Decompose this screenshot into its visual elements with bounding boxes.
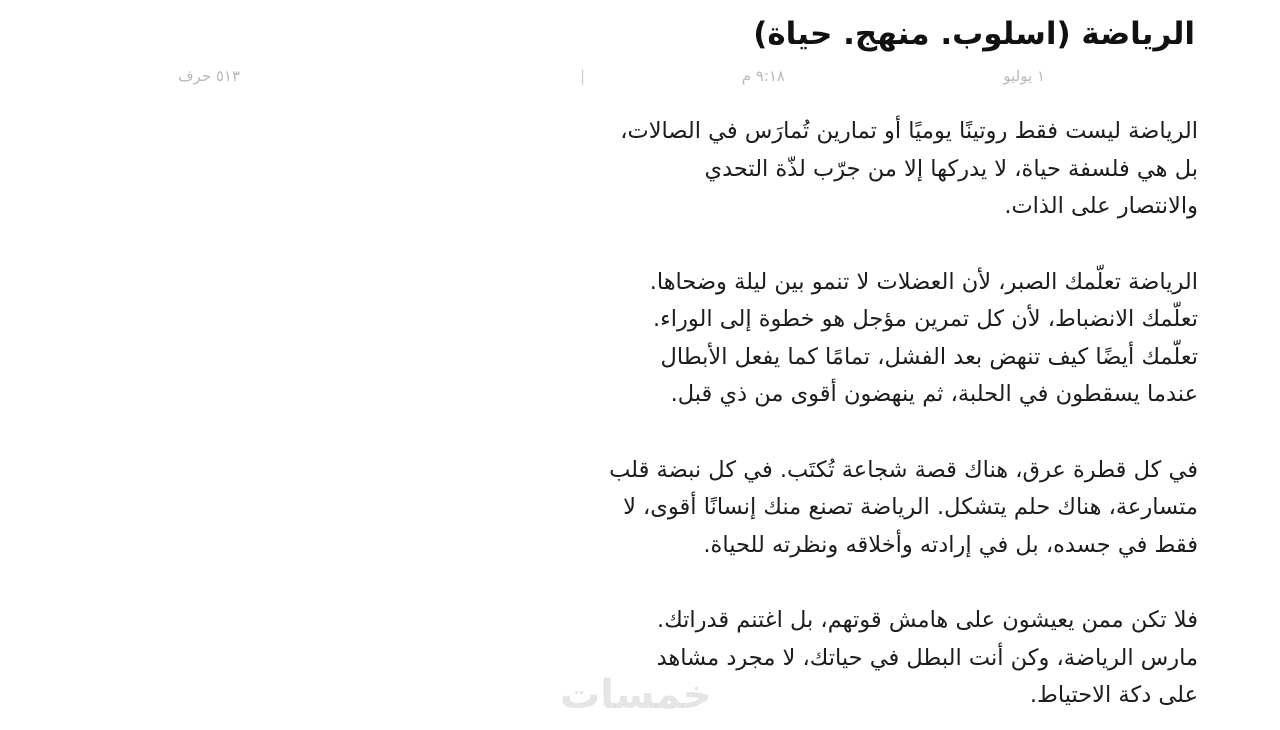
watermark-logo: خمسات xyxy=(560,672,712,718)
note-date: ١ يوليو xyxy=(1003,67,1045,85)
paragraph-line: الرياضة ليست فقط روتينًا يوميًا أو تمارين تُمارَس في الصالات، xyxy=(620,118,1198,144)
paragraph-line: في كل قطرة عرق، هناك قصة شجاعة تُكتَب. في كل نبضة قلب xyxy=(609,456,1198,483)
paragraph-line: بل هي فلسفة حياة، لا يدركها إلا من جرّب لذّة التحدي xyxy=(704,155,1198,182)
paragraph-line: الرياضة تعلّمك الصبر، لأن العضلات لا تنمو بين ليلة وضحاها. xyxy=(649,268,1198,295)
paragraph-2 xyxy=(28,264,1198,414)
paragraph-line: على دكة الاحتياط. xyxy=(1029,682,1198,708)
note-time: ٩:١٨ م xyxy=(741,67,785,85)
paragraph-line: مارس الرياضة، وكن أنت البطل في حياتك، لا مجرد مشاهد xyxy=(656,644,1198,671)
paragraph-3 xyxy=(28,452,1198,565)
note-body[interactable] xyxy=(28,113,1198,730)
note-title: الرياضة (اسلوب. منهج. حياة) xyxy=(753,16,1195,52)
paragraph-line: تعلّمك أيضًا كيف تنهض بعد الفشل، تمامًا كما يفعل الأبطال xyxy=(660,343,1198,370)
meta-divider: | xyxy=(579,67,585,85)
paragraph-line: تعلّمك الانضباط، لأن كل تمرين مؤجل هو خطوة إلى الوراء. xyxy=(653,306,1198,332)
paragraph-line: متسارعة، هناك حلم يتشكل. الرياضة تصنع منك إنسانًا أقوى، لا xyxy=(623,494,1198,520)
paragraph-line: والانتصار على الذات. xyxy=(1004,193,1198,219)
paragraph-line: عندما يسقطون في الحلبة، ثم ينهضون أقوى من ذي قبل. xyxy=(670,381,1198,407)
paragraph-1 xyxy=(28,113,1198,226)
note-meta-bar xyxy=(170,64,1045,88)
paragraph-line: فقط في جسده، بل في إرادته وأخلاقه ونظرته للحياة. xyxy=(703,531,1198,558)
note-char-count: ٥١٣ حرف xyxy=(178,67,241,85)
paragraph-line: فلا تكن ممن يعيشون على هامش قوتهم، بل اغتنم قدراتك. xyxy=(657,607,1198,633)
